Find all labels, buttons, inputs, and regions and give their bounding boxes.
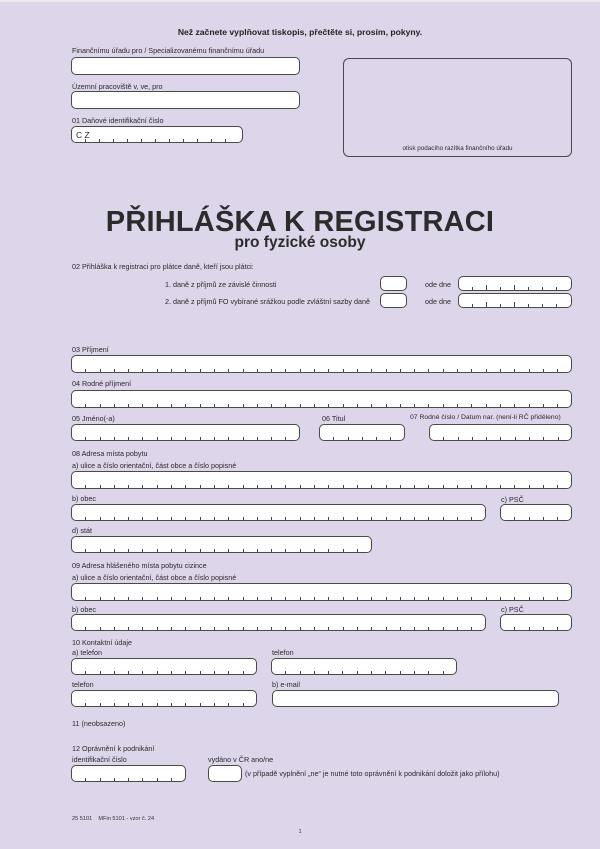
section-08-label: 08 Adresa místa pobytu <box>72 449 148 458</box>
title-input[interactable] <box>319 424 405 441</box>
date-cell-ticks <box>459 285 571 290</box>
cell-ticks <box>72 547 371 552</box>
section-08-city-input[interactable] <box>71 504 486 521</box>
instructions-notice: Než začnete vyplňovat tiskopis, přečtěte si, prosím, pokyny. <box>177 27 423 37</box>
dic-label: 01 Daňové identifikační číslo <box>72 116 164 125</box>
workplace-label: Územní pracoviště v, ve, pro <box>72 82 163 91</box>
business-id-label: identifikační číslo <box>72 755 127 764</box>
cell-ticks <box>72 367 571 372</box>
birth-surname-input[interactable] <box>71 390 572 408</box>
section-02-label: 02 Přihláška k registraci pro plátce daně, kteří jsou plátci: <box>72 262 254 271</box>
cell-ticks <box>272 669 456 674</box>
page-top-edge <box>0 0 600 2</box>
cell-ticks <box>72 776 185 781</box>
section-08-street-input[interactable] <box>71 471 572 489</box>
section-02-item-2-date-input[interactable] <box>458 293 572 308</box>
form-code: 25 5101 MFin 5101 - vzor č. 24 <box>72 816 155 822</box>
section-02-item-2-label: 2. daně z příjmů FO vybírané srážkou podle zvláštní sazby daně <box>165 297 370 306</box>
section-09-zip-input[interactable] <box>500 614 572 631</box>
surname-label: 03 Příjmení <box>72 345 109 354</box>
section-09-city-input[interactable] <box>71 614 486 631</box>
cell-ticks <box>72 435 299 440</box>
cell-ticks <box>72 669 256 674</box>
section-02-item-1-label: 1. daně z příjmů ze závislé činnosti <box>165 280 277 289</box>
cell-ticks <box>72 701 256 706</box>
surname-input[interactable] <box>71 355 572 373</box>
section-08-zip-input[interactable] <box>500 504 572 521</box>
office-input[interactable] <box>71 57 300 75</box>
given-name-input[interactable] <box>71 424 300 441</box>
stamp-label: otisk podacího razítka finančního úřadu <box>402 145 513 152</box>
section-08-country-input[interactable] <box>71 536 372 553</box>
section-02-item-1-checkbox[interactable] <box>380 276 407 291</box>
business-id-input[interactable] <box>71 765 186 782</box>
cell-ticks <box>72 625 485 630</box>
section-02-item-2-date-label: ode dne <box>425 297 451 306</box>
issued-note: (v případě vyplnění „ne“ je nutné toto oprávnění k podnikání doložit jako přílohu) <box>245 769 500 778</box>
section-08-zip-label: c) PSČ <box>501 495 524 504</box>
cell-ticks <box>72 595 571 600</box>
section-09-label: 09 Adresa hlášeného místa pobytu cizince <box>72 561 207 570</box>
section-09-zip-label: c) PSČ <box>501 605 524 614</box>
section-12-label: 12 Oprávnění k podnikání <box>72 744 155 753</box>
section-09-city-label: b) obec <box>72 605 96 614</box>
workplace-input[interactable] <box>71 91 300 109</box>
email-input[interactable] <box>272 690 559 707</box>
cell-ticks <box>501 515 571 520</box>
birth-number-input[interactable] <box>429 424 572 441</box>
section-02-item-1-date-label: ode dne <box>425 280 451 289</box>
phone1-input[interactable] <box>71 658 257 675</box>
stamp-area <box>343 58 572 157</box>
cell-ticks <box>320 435 404 440</box>
office-label: Finančnímu úřadu pro / Specializovanému finančnímu úřadu <box>72 46 265 55</box>
section-09-street-input[interactable] <box>71 583 572 601</box>
dic-prefix: C Z <box>76 130 90 140</box>
page-subtitle: pro fyzické osoby <box>234 234 366 251</box>
cell-ticks <box>72 483 571 488</box>
issued-input[interactable] <box>208 765 242 782</box>
birth-number-label: 07 Rodné číslo / Datum nar. (není-li RČ přiděleno) <box>410 414 561 421</box>
section-08-country-label: d) stát <box>72 526 92 535</box>
section-10-label: 10 Kontaktní údaje <box>72 638 132 647</box>
title-label: 06 Titul <box>322 414 346 423</box>
section-09-street-label: a) ulice a číslo orientační, část obce a číslo popisné <box>72 573 237 582</box>
phone2-label: telefon <box>272 648 294 657</box>
phone1-label: a) telefon <box>72 648 102 657</box>
section-02-item-1-date-input[interactable] <box>458 276 572 291</box>
cell-ticks <box>72 515 485 520</box>
issued-label: vydáno v ČR ano/ne <box>208 755 274 764</box>
date-cell-ticks <box>459 302 571 307</box>
phone3-label: telefon <box>72 680 94 689</box>
phone3-input[interactable] <box>71 690 257 707</box>
page-number: 1 <box>298 829 302 835</box>
section-11-label: 11 (neobsazeno) <box>72 719 126 728</box>
section-08-street-label: a) ulice a číslo orientační, část obce a číslo popisné <box>72 461 237 470</box>
section-08-city-label: b) obec <box>72 494 96 503</box>
birth-surname-label: 04 Rodné příjmení <box>72 379 132 388</box>
cell-ticks <box>501 625 571 630</box>
cell-ticks <box>430 435 571 440</box>
cell-ticks <box>72 402 571 407</box>
phone2-input[interactable] <box>271 658 457 675</box>
section-02-item-2-checkbox[interactable] <box>380 293 407 308</box>
dic-input[interactable] <box>71 126 243 143</box>
page-title: PŘIHLÁŠKA K REGISTRACI <box>105 206 495 238</box>
cell-ticks <box>72 137 242 142</box>
given-name-label: 05 Jméno(-a) <box>72 414 115 423</box>
email-label: b) e-mail <box>272 680 300 689</box>
